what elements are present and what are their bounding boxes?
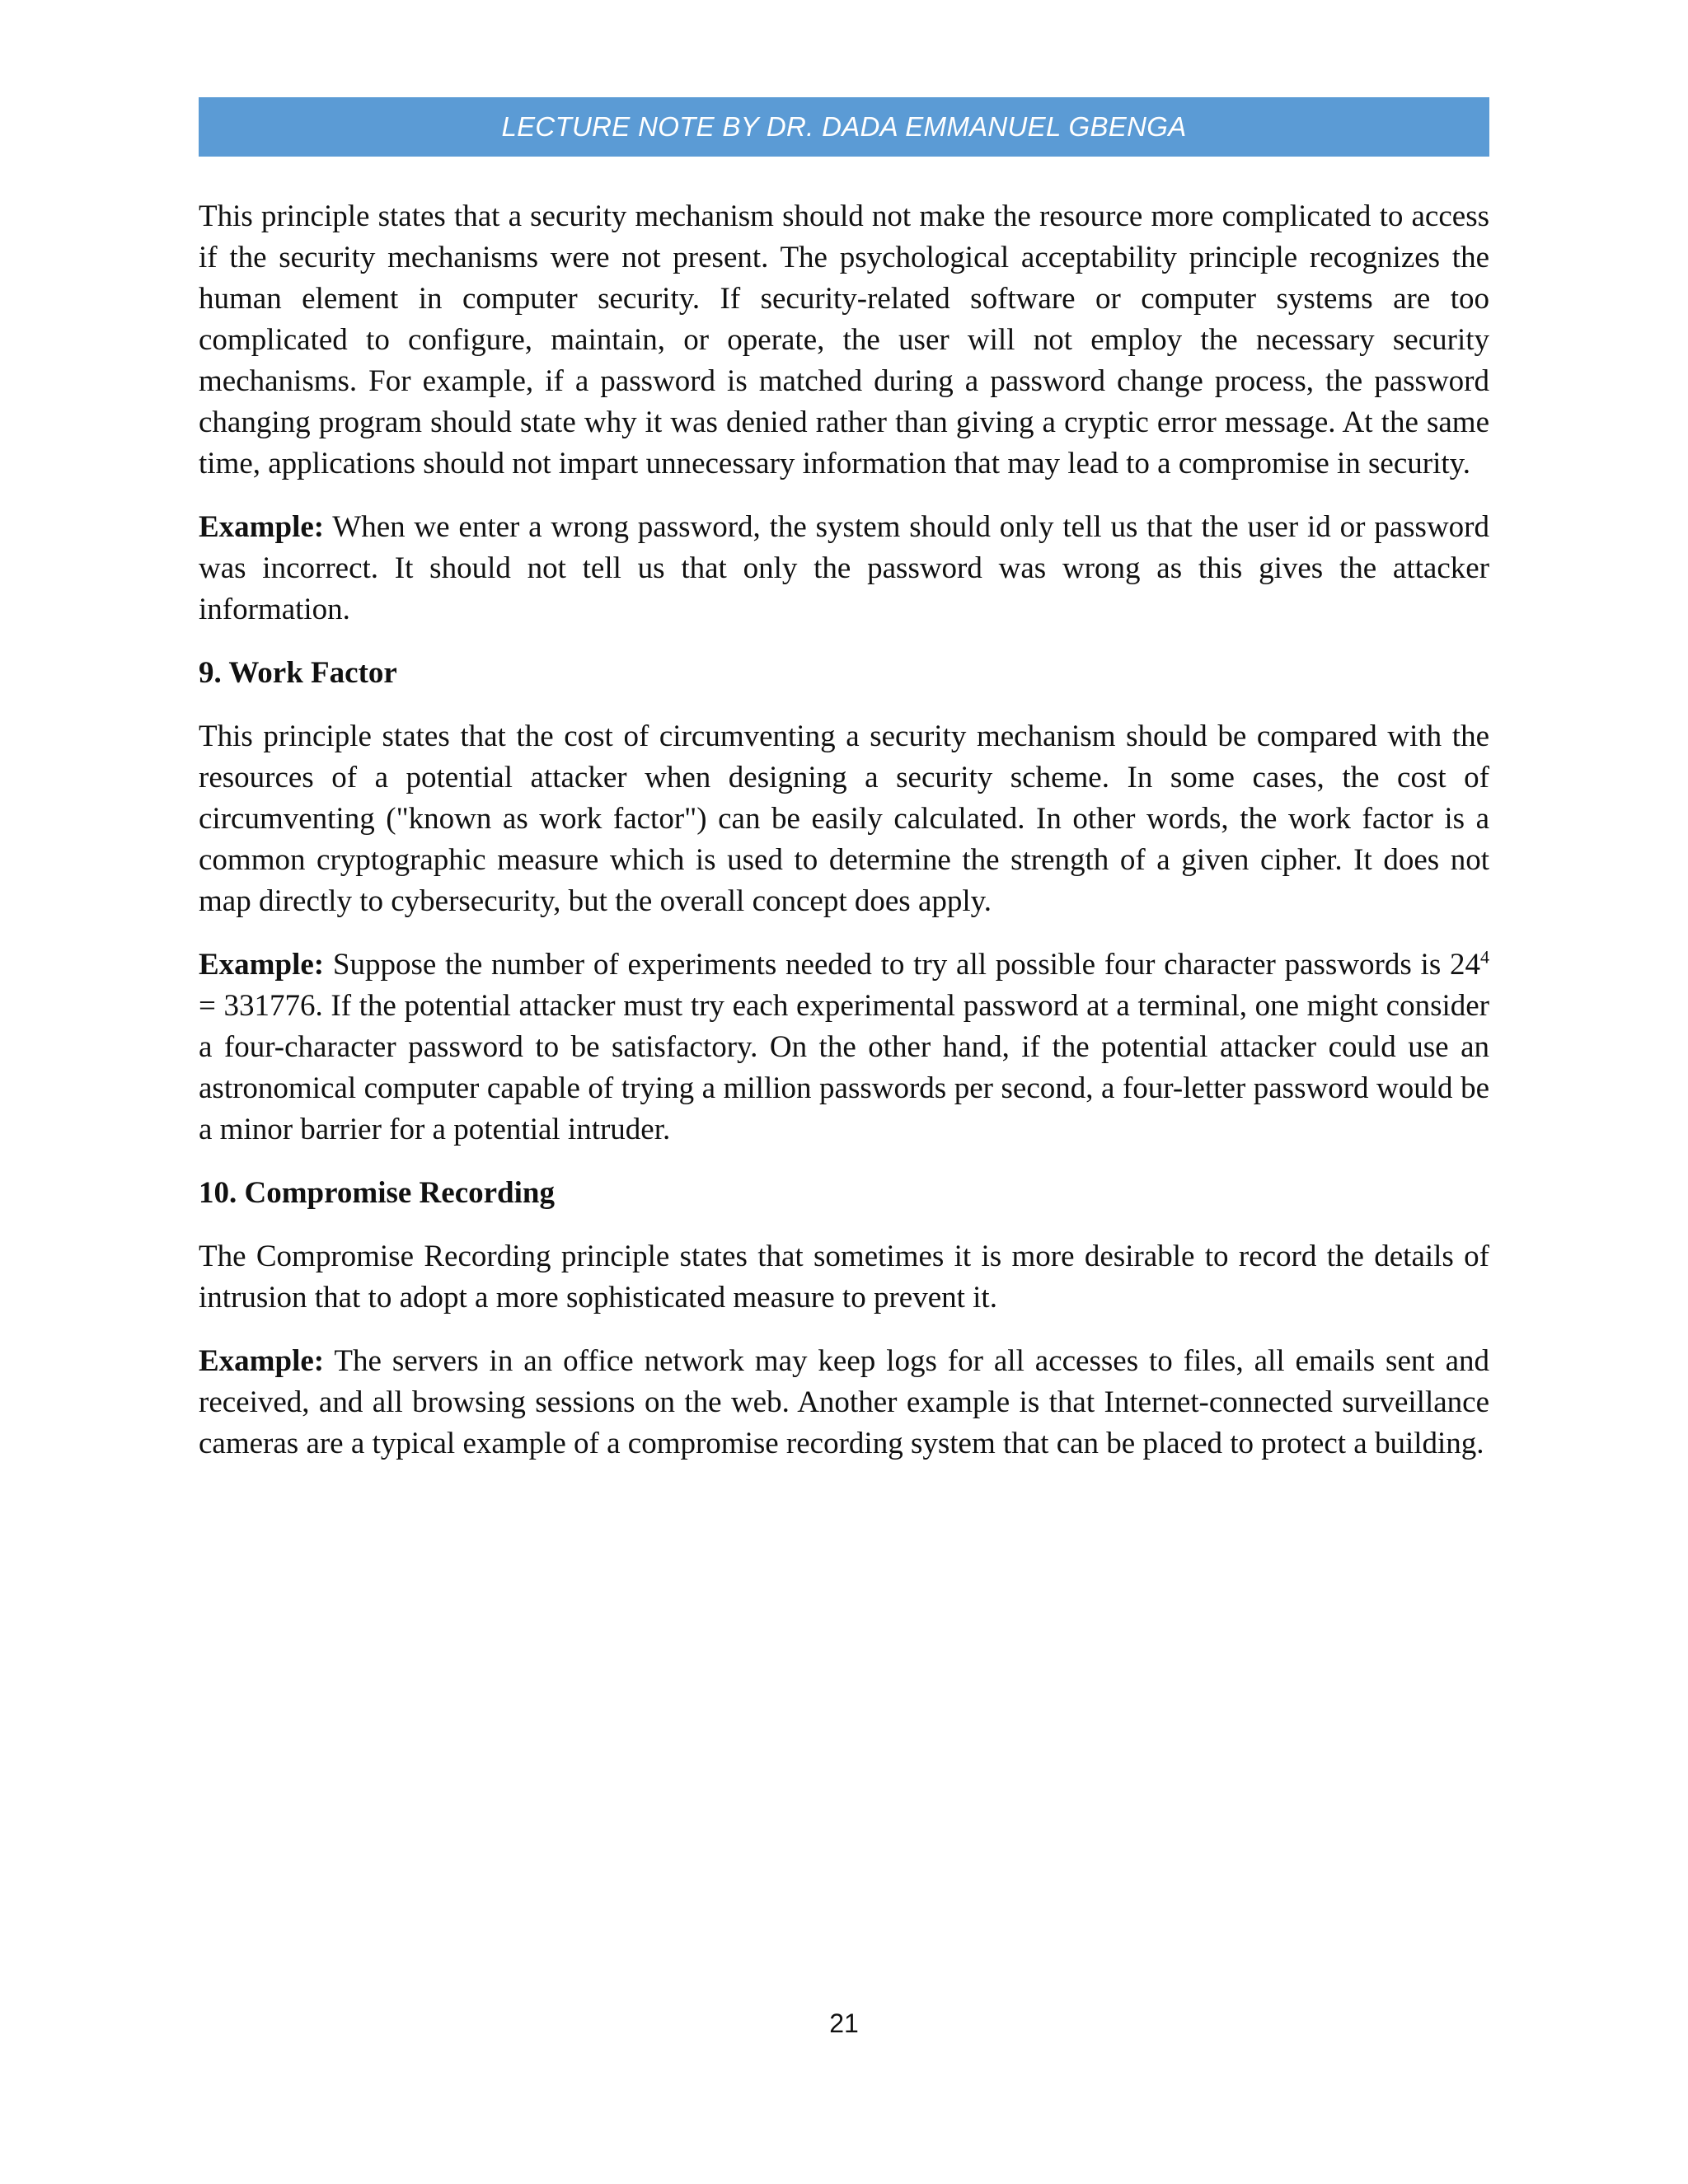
header-banner (199, 97, 1489, 157)
example-text: When we enter a wrong password, the system should only tell us that the user id or password was incorrect. It should not tell us that only the password was wrong as this gives the attacker information. (199, 510, 1489, 626)
section-heading-work-factor: 9. Work Factor (199, 656, 397, 690)
paragraph-work-factor: This principle states that the cost of circumventing a security mechanism should be compared with the resources of a potential attacker when designing a security scheme. In some cases, the cost of circumventing ("known as work factor") can be easily calculated. In other words, the work factor is a common cryptographic measure which is used to determine the strength of a given cipher. It does not map directly to cybersecurity, but the overall concept does apply. (199, 719, 1489, 918)
example-label: Example: (199, 1344, 325, 1378)
example-wrong-password (199, 507, 1489, 630)
example-label: Example: (199, 948, 325, 982)
document-body (199, 196, 1489, 1487)
example-text: The servers in an office network may keep logs for all accesses to files, all emails sent and received, and all browsing sessions on the web. Another example is that Internet-connected surveillance cameras are a typical example of a compromise recording system that can be placed to protect a building. (199, 1344, 1489, 1460)
example-password-experiments (199, 944, 1489, 1151)
paragraph-psychological-acceptability: This principle states that a security mechanism should not make the resource more complicated to access if the security mechanisms were not present. The psychological acceptability principle recognizes the human element in computer security. If security-related software or computer systems are too complicated to configure, maintain, or operate, the user will not employ the necessary security mechanisms. For example, if a password is matched during a password change process, the password changing program should state why it was denied rather than giving a cryptic error message. At the same time, applications should not impart unnecessary information that may lead to a compromise in security. (199, 199, 1489, 480)
example-text-part1: Suppose the number of experiments needed to try all possible four character passwords is 24 (324, 948, 1480, 982)
example-office-network (199, 1341, 1489, 1465)
page-number: 21 (829, 2008, 859, 2038)
paragraph-compromise-recording: The Compromise Recording principle states that sometimes it is more desirable to record the details of intrusion that to adopt a more sophisticated measure to prevent it. (199, 1240, 1489, 1315)
section-heading-compromise-recording: 10. Compromise Recording (199, 1176, 555, 1210)
exponent: 4 (1480, 946, 1489, 968)
example-label: Example: (199, 510, 325, 544)
header-title: LECTURE NOTE BY DR. DADA EMMANUEL GBENGA (501, 111, 1187, 142)
example-text-part2: = 331776. If the potential attacker must try each experimental password at a terminal, one might consider a four-character password to be satisfactory. On the other hand, if the potential attacker could use an astronomical computer capable of trying a million passwords per second, a four-letter password would be a minor barrier for a potential intruder. (199, 989, 1489, 1146)
